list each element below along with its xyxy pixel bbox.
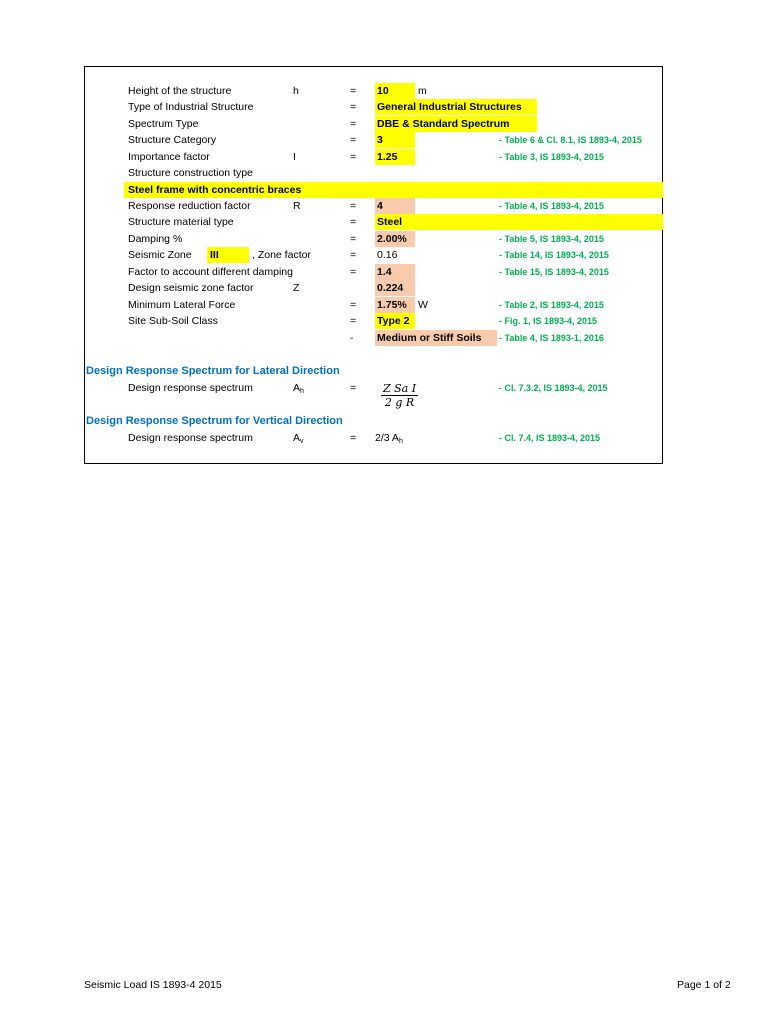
footer-page-number: Page 1 of 2 bbox=[677, 979, 731, 991]
symbol-z: Z bbox=[293, 282, 300, 294]
label-height: Height of the structure bbox=[128, 85, 232, 97]
equals-sign: = bbox=[350, 432, 357, 444]
row-structure-category bbox=[85, 132, 662, 148]
reference-lateral-spectrum: - Cl. 7.3.2, IS 1893-4, 2015 bbox=[499, 383, 608, 393]
formula-numerator: Z Sa I bbox=[383, 382, 417, 395]
row-spectrum-type bbox=[85, 116, 662, 132]
symbol-i: I bbox=[293, 151, 296, 163]
equals-sign: = bbox=[350, 200, 357, 212]
label-response-reduction: Response reduction factor bbox=[128, 200, 251, 212]
symbol-r: R bbox=[293, 200, 301, 212]
row-damping-factor bbox=[85, 264, 662, 280]
equals-sign: = bbox=[350, 134, 357, 146]
equals-sign: = bbox=[350, 101, 357, 113]
label-spectrum-type: Spectrum Type bbox=[128, 118, 199, 130]
value-seismic-zone[interactable]: III bbox=[207, 247, 249, 263]
value-soil-description: Medium or Stiff Soils bbox=[375, 330, 497, 346]
label-importance-factor: Importance factor bbox=[128, 151, 210, 163]
row-construction-type bbox=[85, 165, 662, 181]
formula-lateral bbox=[381, 382, 418, 409]
equals-sign: = bbox=[350, 151, 357, 163]
equals-sign: = bbox=[350, 299, 357, 311]
reference-min-lateral-force: - Table 2, IS 1893-4, 2015 bbox=[499, 300, 604, 310]
label-lateral-spectrum: Design response spectrum bbox=[128, 382, 253, 394]
label-damping: Damping % bbox=[128, 233, 183, 245]
row-soil-description bbox=[85, 330, 662, 346]
row-seismic-zone bbox=[85, 247, 662, 263]
value-zone-factor: 0.16 bbox=[377, 249, 398, 261]
reference-structure-category: - Table 6 & Cl. 8.1, IS 1893-4, 2015 bbox=[499, 135, 642, 145]
label-design-zone-factor: Design seismic zone factor bbox=[128, 282, 254, 294]
reference-soil-class: - Fig. 1, IS 1893-4, 2015 bbox=[499, 316, 598, 326]
calculation-sheet bbox=[84, 66, 663, 464]
value-damping-factor: 1.4 bbox=[375, 264, 415, 280]
symbol-ah: $A_h$ bbox=[293, 382, 304, 395]
value-damping: 2.00% bbox=[375, 231, 415, 247]
equals-sign: = bbox=[350, 85, 357, 97]
row-vertical-spectrum bbox=[85, 430, 662, 446]
label-construction-type: Structure construction type bbox=[128, 167, 253, 179]
value-min-lateral-force: 1.75% bbox=[375, 297, 415, 313]
row-structure-type bbox=[85, 99, 662, 115]
label-seismic-zone: Seismic Zone bbox=[128, 249, 192, 261]
row-construction-value bbox=[85, 182, 662, 198]
row-soil-class bbox=[85, 313, 662, 329]
reference-damping-factor: - Table 15, IS 1893-4, 2015 bbox=[499, 267, 609, 277]
value-importance-factor[interactable]: 1.25 bbox=[375, 149, 415, 165]
heading-lateral-spectrum: Design Response Spectrum for Lateral Direction bbox=[86, 365, 340, 377]
formula-denominator: 2 g R bbox=[384, 396, 415, 409]
value-design-zone-factor: 0.224 bbox=[375, 280, 415, 296]
value-structure-category[interactable]: 3 bbox=[375, 132, 415, 148]
reference-importance-factor: - Table 3, IS 1893-4, 2015 bbox=[499, 152, 604, 162]
heading-vertical-spectrum: Design Response Spectrum for Vertical Direction bbox=[86, 415, 343, 427]
value-height[interactable]: 10 bbox=[375, 83, 415, 99]
equals-sign: = bbox=[350, 216, 357, 228]
equals-sign: = bbox=[350, 233, 357, 245]
label-zone-factor: , Zone factor bbox=[252, 249, 311, 261]
reference-damping: - Table 5, IS 1893-4, 2015 bbox=[499, 234, 604, 244]
unit-m: m bbox=[418, 85, 427, 97]
equals-sign: = bbox=[350, 382, 357, 394]
value-spectrum-type[interactable]: DBE & Standard Spectrum bbox=[375, 116, 537, 132]
dash-sign: - bbox=[350, 332, 354, 344]
label-structure-category: Structure Category bbox=[128, 134, 217, 146]
row-lateral-spectrum bbox=[85, 380, 662, 396]
value-response-reduction: 4 bbox=[375, 198, 415, 214]
label-soil-class: Site Sub-Soil Class bbox=[128, 315, 218, 327]
unit-w: W bbox=[418, 299, 428, 311]
label-vertical-spectrum: Design response spectrum bbox=[128, 432, 253, 444]
label-structure-type: Type of Industrial Structure bbox=[128, 101, 254, 113]
value-structure-type[interactable]: General Industrial Structures bbox=[375, 99, 537, 115]
equals-sign: = bbox=[350, 266, 357, 278]
equals-sign: = bbox=[350, 118, 357, 130]
row-min-lateral-force bbox=[85, 297, 662, 313]
value-material-type[interactable]: Steel bbox=[375, 214, 663, 230]
label-min-lateral-force: Minimum Lateral Force bbox=[128, 299, 236, 311]
reference-soil-description: - Table 4, IS 1893-1, 2016 bbox=[499, 333, 604, 343]
footer-document-title: Seismic Load IS 1893-4 2015 bbox=[84, 979, 222, 991]
symbol-h: h bbox=[293, 85, 299, 97]
row-importance-factor bbox=[85, 149, 662, 165]
row-design-zone-factor bbox=[85, 280, 662, 296]
reference-response-reduction: - Table 4, IS 1893-4, 2015 bbox=[499, 201, 604, 211]
value-vertical-spectrum: 2/3 $A_h$ bbox=[375, 432, 403, 445]
equals-sign: = bbox=[350, 315, 357, 327]
label-material-type: Structure material type bbox=[128, 216, 234, 228]
row-height bbox=[85, 83, 662, 99]
value-soil-class[interactable]: Type 2 bbox=[375, 313, 415, 329]
symbol-av: $A_v$ bbox=[293, 432, 304, 445]
row-damping bbox=[85, 231, 662, 247]
reference-vertical-spectrum: - Cl. 7.4, IS 1893-4, 2015 bbox=[499, 433, 601, 443]
equals-sign: = bbox=[350, 249, 357, 261]
row-response-reduction bbox=[85, 198, 662, 214]
label-damping-factor: Factor to account different damping bbox=[128, 266, 293, 278]
reference-zone-factor: - Table 14, IS 1893-4, 2015 bbox=[499, 250, 609, 260]
row-material-type bbox=[85, 214, 662, 230]
value-construction-type[interactable]: Steel frame with concentric braces bbox=[124, 182, 663, 198]
